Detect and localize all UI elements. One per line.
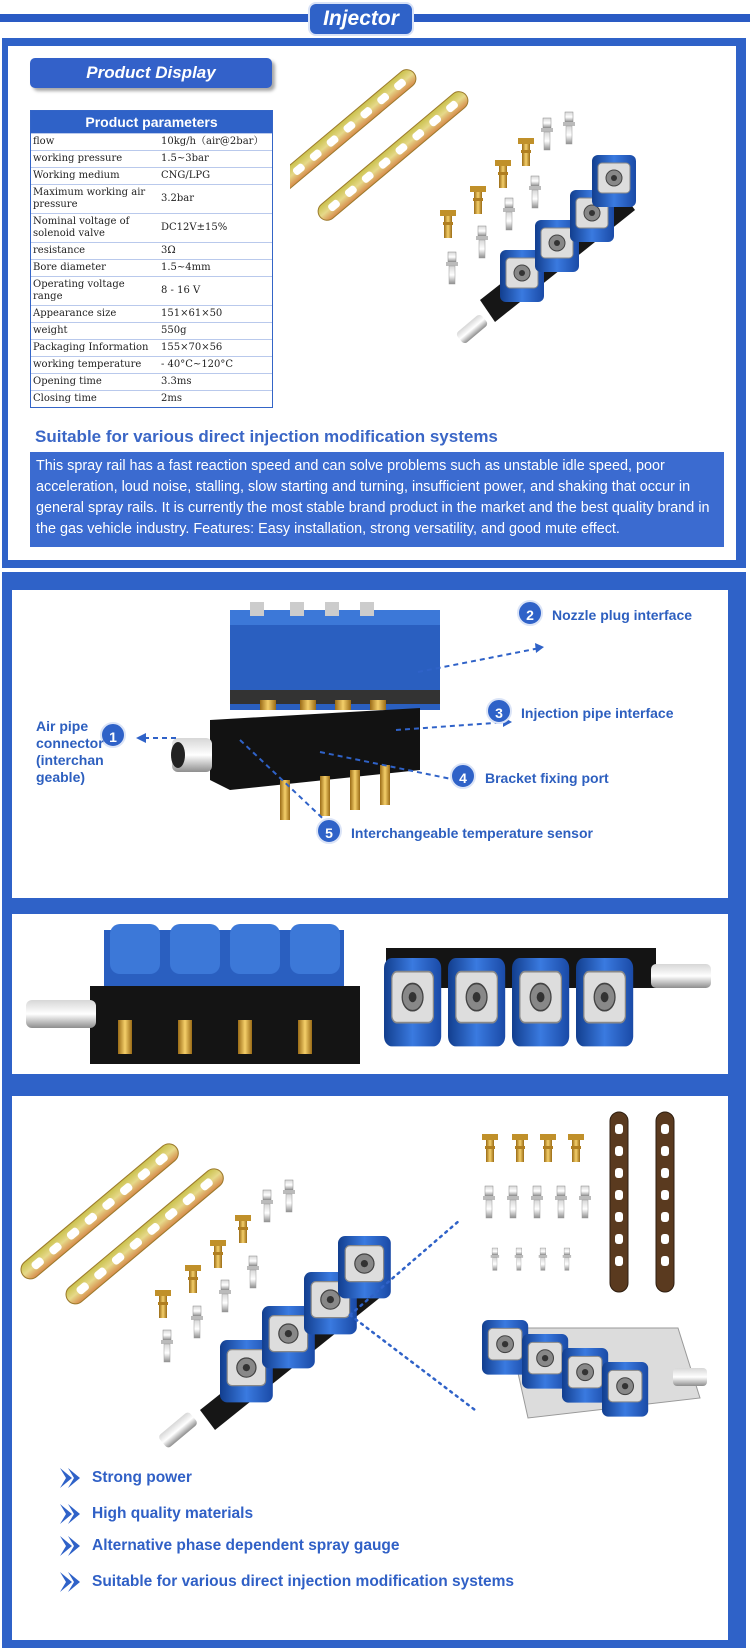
params-row	[31, 259, 272, 276]
callout-4-label: Bracket fixing port	[485, 770, 609, 786]
param-value: 8 - 16 V	[161, 285, 201, 296]
params-row	[31, 242, 272, 259]
param-value: 3.3ms	[161, 376, 192, 387]
callout-3-number: 3	[486, 698, 512, 724]
params-row	[31, 150, 272, 167]
callout-1-number: 1	[100, 722, 126, 748]
product-description: This spray rail has a fast reaction speed and can solve problems such as unstable idle speed, poor acceleration, loud noise, stalling, slow starting and turning, insufficient power, and shaking that occur in general spray rails. It is currently the most stable brand product in the market and the best quality brand in the gas vehicle industry. Features: Easy installation, strong versatility, and good mute effect.	[30, 452, 724, 547]
param-name: weight	[33, 325, 68, 336]
param-name: Closing time	[33, 393, 97, 404]
callout-2-label: Nozzle plug interface	[552, 607, 693, 623]
page-title: Injector	[308, 2, 414, 36]
injector-kit-image	[290, 60, 640, 365]
suitable-heading: Suitable for various direct injection modification systems	[35, 427, 498, 446]
param-name: working temperature	[33, 359, 142, 370]
injector-rail-closeup	[478, 1298, 710, 1438]
param-value: DC12V±15%	[161, 222, 228, 233]
param-name: Appearance size	[33, 308, 117, 319]
params-table-title: Product parameters	[31, 111, 272, 133]
params-row	[31, 339, 272, 356]
callout-2	[517, 600, 543, 626]
callout-4-number: 4	[450, 763, 476, 789]
param-value: 151×61×50	[161, 308, 223, 319]
params-row	[31, 213, 272, 242]
param-value: 10kg/h（air@2bar）	[161, 136, 264, 147]
feature-text: Suitable for various direct injection modification systems	[92, 1573, 515, 1590]
feature-text: High quality materials	[92, 1505, 254, 1522]
param-name: Opening time	[33, 376, 102, 387]
param-name: Working medium	[33, 170, 120, 181]
param-name: Operating voltage range	[33, 279, 125, 302]
param-value: 1.5~3bar	[161, 153, 209, 164]
feature-item	[58, 1502, 558, 1526]
param-name: Bore diameter	[33, 262, 106, 273]
param-value: CNG/LPG	[161, 170, 211, 181]
feature-item	[58, 1570, 678, 1594]
accessory-connectors	[340, 1200, 500, 1420]
params-row	[31, 305, 272, 322]
param-value: - 40°C~120°C	[161, 359, 234, 370]
product-display-label: Product Display	[30, 58, 272, 88]
params-row	[31, 184, 272, 213]
param-value: 3Ω	[161, 245, 176, 256]
callout-3	[486, 698, 512, 724]
chevron-right-icon	[58, 1570, 82, 1594]
injector-front-view	[24, 920, 364, 1070]
chevron-right-icon	[58, 1534, 82, 1558]
param-value: 2ms	[161, 393, 182, 404]
callout-5	[316, 818, 342, 844]
params-row	[31, 133, 272, 150]
param-name: flow	[33, 136, 55, 147]
feature-text: Strong power	[92, 1469, 192, 1486]
callout-5-number: 5	[316, 818, 342, 844]
param-name: resistance	[33, 245, 86, 256]
callout-5-label: Interchangeable temperature sensor	[351, 825, 593, 841]
feature-item	[58, 1534, 618, 1558]
feature-text: Alternative phase dependent spray gauge	[92, 1537, 400, 1554]
param-name: Maximum working air pressure	[33, 187, 146, 210]
accessories-image	[480, 1108, 720, 1298]
params-row	[31, 390, 272, 407]
params-row	[31, 322, 272, 339]
param-value: 3.2bar	[161, 193, 195, 204]
chevron-right-icon	[58, 1466, 82, 1490]
callout-1-label: Air pipe connector (interchan geable)	[36, 718, 104, 785]
params-row	[31, 276, 272, 305]
param-value: 155×70×56	[161, 342, 223, 353]
params-row	[31, 373, 272, 390]
params-row	[31, 167, 272, 184]
params-table	[30, 110, 273, 408]
param-name: Nominal voltage of solenoid valve	[33, 216, 130, 239]
callout-3-label: Injection pipe interface	[521, 705, 674, 721]
param-name: working pressure	[33, 153, 123, 164]
feature-item	[58, 1466, 558, 1490]
param-value: 1.5~4mm	[161, 262, 211, 273]
chevron-right-icon	[58, 1502, 82, 1526]
callout-2-number: 2	[517, 600, 543, 626]
injector-back-view	[376, 924, 716, 1074]
param-value: 550g	[161, 325, 187, 336]
param-name: Packaging Information	[33, 342, 149, 353]
params-row	[31, 356, 272, 373]
callout-4	[450, 763, 476, 789]
